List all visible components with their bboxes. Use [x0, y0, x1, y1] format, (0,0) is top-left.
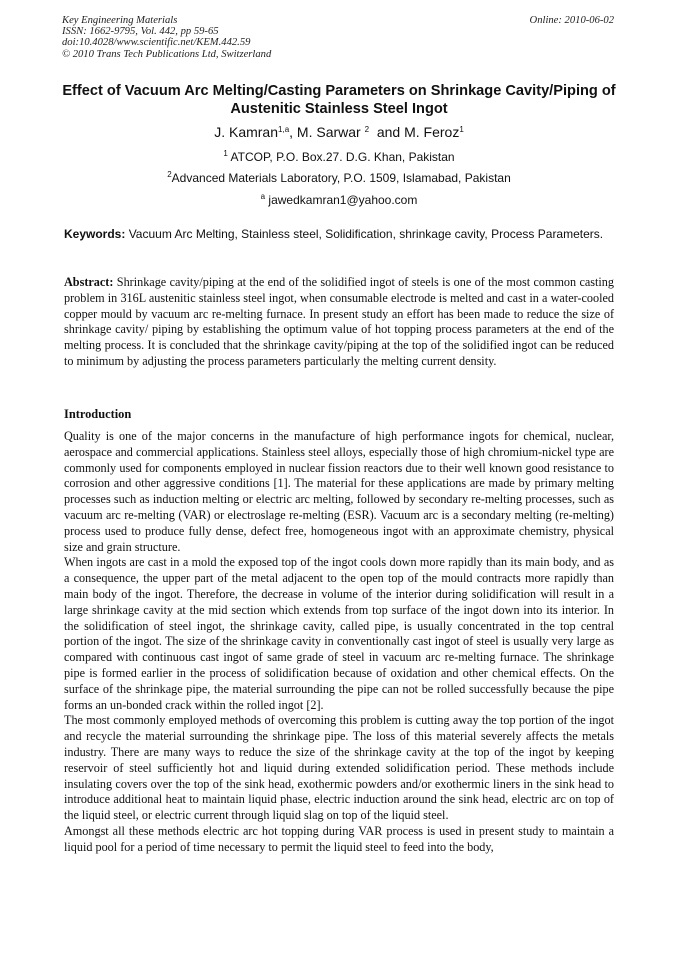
abstract-text: Shrinkage cavity/piping at the end of the solidified ingot of steels is one of the most common casting problem in 316L austenitic stainless steel ingot, when consumable electrode is melted and cast in a water-cooled copper mould by vacuum arc re-melting furnace. In present study an effort has been made to reduce the size of shrinkage cavity/ piping by establishing the optimum value of hot topping process parameters at the end of the melting process. It is concluded that the shrinkage cavity/piping at the top of the solidified ingot can be reduced to minimum by adjusting the process parameters particularly the melting current density.	[64, 275, 614, 368]
author-sarwar-sup: 2	[364, 125, 370, 134]
abstract-label: Abstract:	[64, 275, 114, 289]
introduction-heading: Introduction	[64, 407, 132, 421]
email-text: jawedkamran1@yahoo.com	[265, 193, 418, 207]
introduction-body	[64, 429, 614, 856]
intro-paragraph-3: The most commonly employed methods of overcoming this problem is cutting away the top portion of the ingot and recycle the material surrounding the shrinkage pipe. The loss of this material severely affects the metals industry. There are many ways to reduce the size of the shrinkage cavity at the top of the ingot by keeping reservoir of steel sufficiently hot and liquid during extended solidification period. These methods include insulating covers over the top of the sink head, exothermic powders and/or exothermic liners in the sink head to introduce additional heat to maintain liquid phase, electric induction around the sink head, electric arc on top of the liquid steel, or electric current through liquid slag on top of the liquid steel.	[64, 713, 614, 823]
author-email	[40, 193, 638, 207]
copyright-line: © 2010 Trans Tech Publications Ltd, Switzerland	[62, 48, 272, 60]
affiliation-2-sup: 2	[167, 170, 172, 179]
abstract-block	[64, 275, 614, 370]
paper-title: Effect of Vacuum Arc Melting/Casting Parameters on Shrinkage Cavity/Piping of Austenitic Stainless Steel Ingot	[62, 83, 616, 117]
affiliation-2	[40, 171, 638, 185]
keywords-label: Keywords:	[64, 227, 126, 241]
online-date: Online: 2010-06-02	[529, 15, 614, 26]
author-kamran: J. Kamran	[214, 124, 279, 140]
keywords-text: Vacuum Arc Melting, Stainless steel, Solidification, shrinkage cavity, Process Parameters.	[125, 227, 604, 241]
author-kamran-sup: 1,a	[278, 125, 290, 134]
issn-line: ISSN: 1662-9795, Vol. 442, pp 59-65	[62, 26, 219, 38]
intro-paragraph-2: When ingots are cast in a mold the exposed top of the ingot cools down more rapidly than its main body, and as a consequence, the upper part of the metal adjacent to the open top of the mould contracts more rapidly than main body of the ingot. Therefore, the decrease in volume of the interior during solidification will result in a large shrinkage cavity at the mid section which extends from top surface of the ingot down into its interior. In the solidification of steel ingot, the shrinkage cavity, called pipe, is usually concentrated in the top central portion of the ingot. The size of the shrinkage cavity in conventionally cast ingot of steel is usually very large as compared with continuous cast ingot of same grade of steel in vacuum arc re-melting furnace. The shrinkage pipe is formed earlier in the process of solidification because of oxidation and other chemical effects. On the surface of the shrinkage pipe, the material surrounding the pipe can not be rolled successfully because the pipe forms an un-bonded crack within the rolled ingot [2].	[64, 555, 614, 712]
affiliation-1-text: ATCOP, P.O. Box.27. D.G. Khan, Pakistan	[227, 150, 455, 164]
author-feroz: and M. Feroz	[372, 124, 460, 140]
affiliation-1	[40, 150, 638, 164]
affiliation-2-text: Advanced Materials Laboratory, P.O. 1509, Islamabad, Pakistan	[171, 171, 511, 185]
author-sarwar: , M. Sarwar	[289, 124, 361, 140]
affiliation-1-sup: 1	[223, 149, 228, 158]
doi-line: doi:10.4028/www.scientific.net/KEM.442.59	[62, 37, 251, 49]
author-feroz-sup: 1	[459, 125, 464, 134]
author-list	[40, 123, 638, 141]
intro-paragraph-4: Amongst all these methods electric arc hot topping during VAR process is used in present study to maintain a liquid pool for a period of time necessary to permit the liquid steel to feed into the body,	[64, 823, 614, 854]
email-sup: a	[260, 192, 266, 201]
keywords-block	[64, 227, 614, 243]
intro-paragraph-1: Quality is one of the major concerns in the manufacture of high performance ingots for chemical, nuclear, aerospace and commercial applications. Stainless steel alloys, especially those of high chromium-nickel type are commonly used for components employed in nuclear fission reactors due to their well known good resistance to corrosion and other aggressive conditions [1]. The material for these applications are made by primary melting processes such as induction melting or electric arc melting, followed by secondary re-melting processes, such as vacuum arc re-melting (VAR) or electroslage re-melting (ESR). Vacuum arc is a secondary melting (re-melting) process used to produce fully dense, defect free, homogeneous ingot with an approximate chemistry, physical size and grain structure.	[64, 429, 614, 554]
journal-header	[62, 15, 271, 60]
journal-name: Key Engineering Materials	[62, 15, 178, 26]
